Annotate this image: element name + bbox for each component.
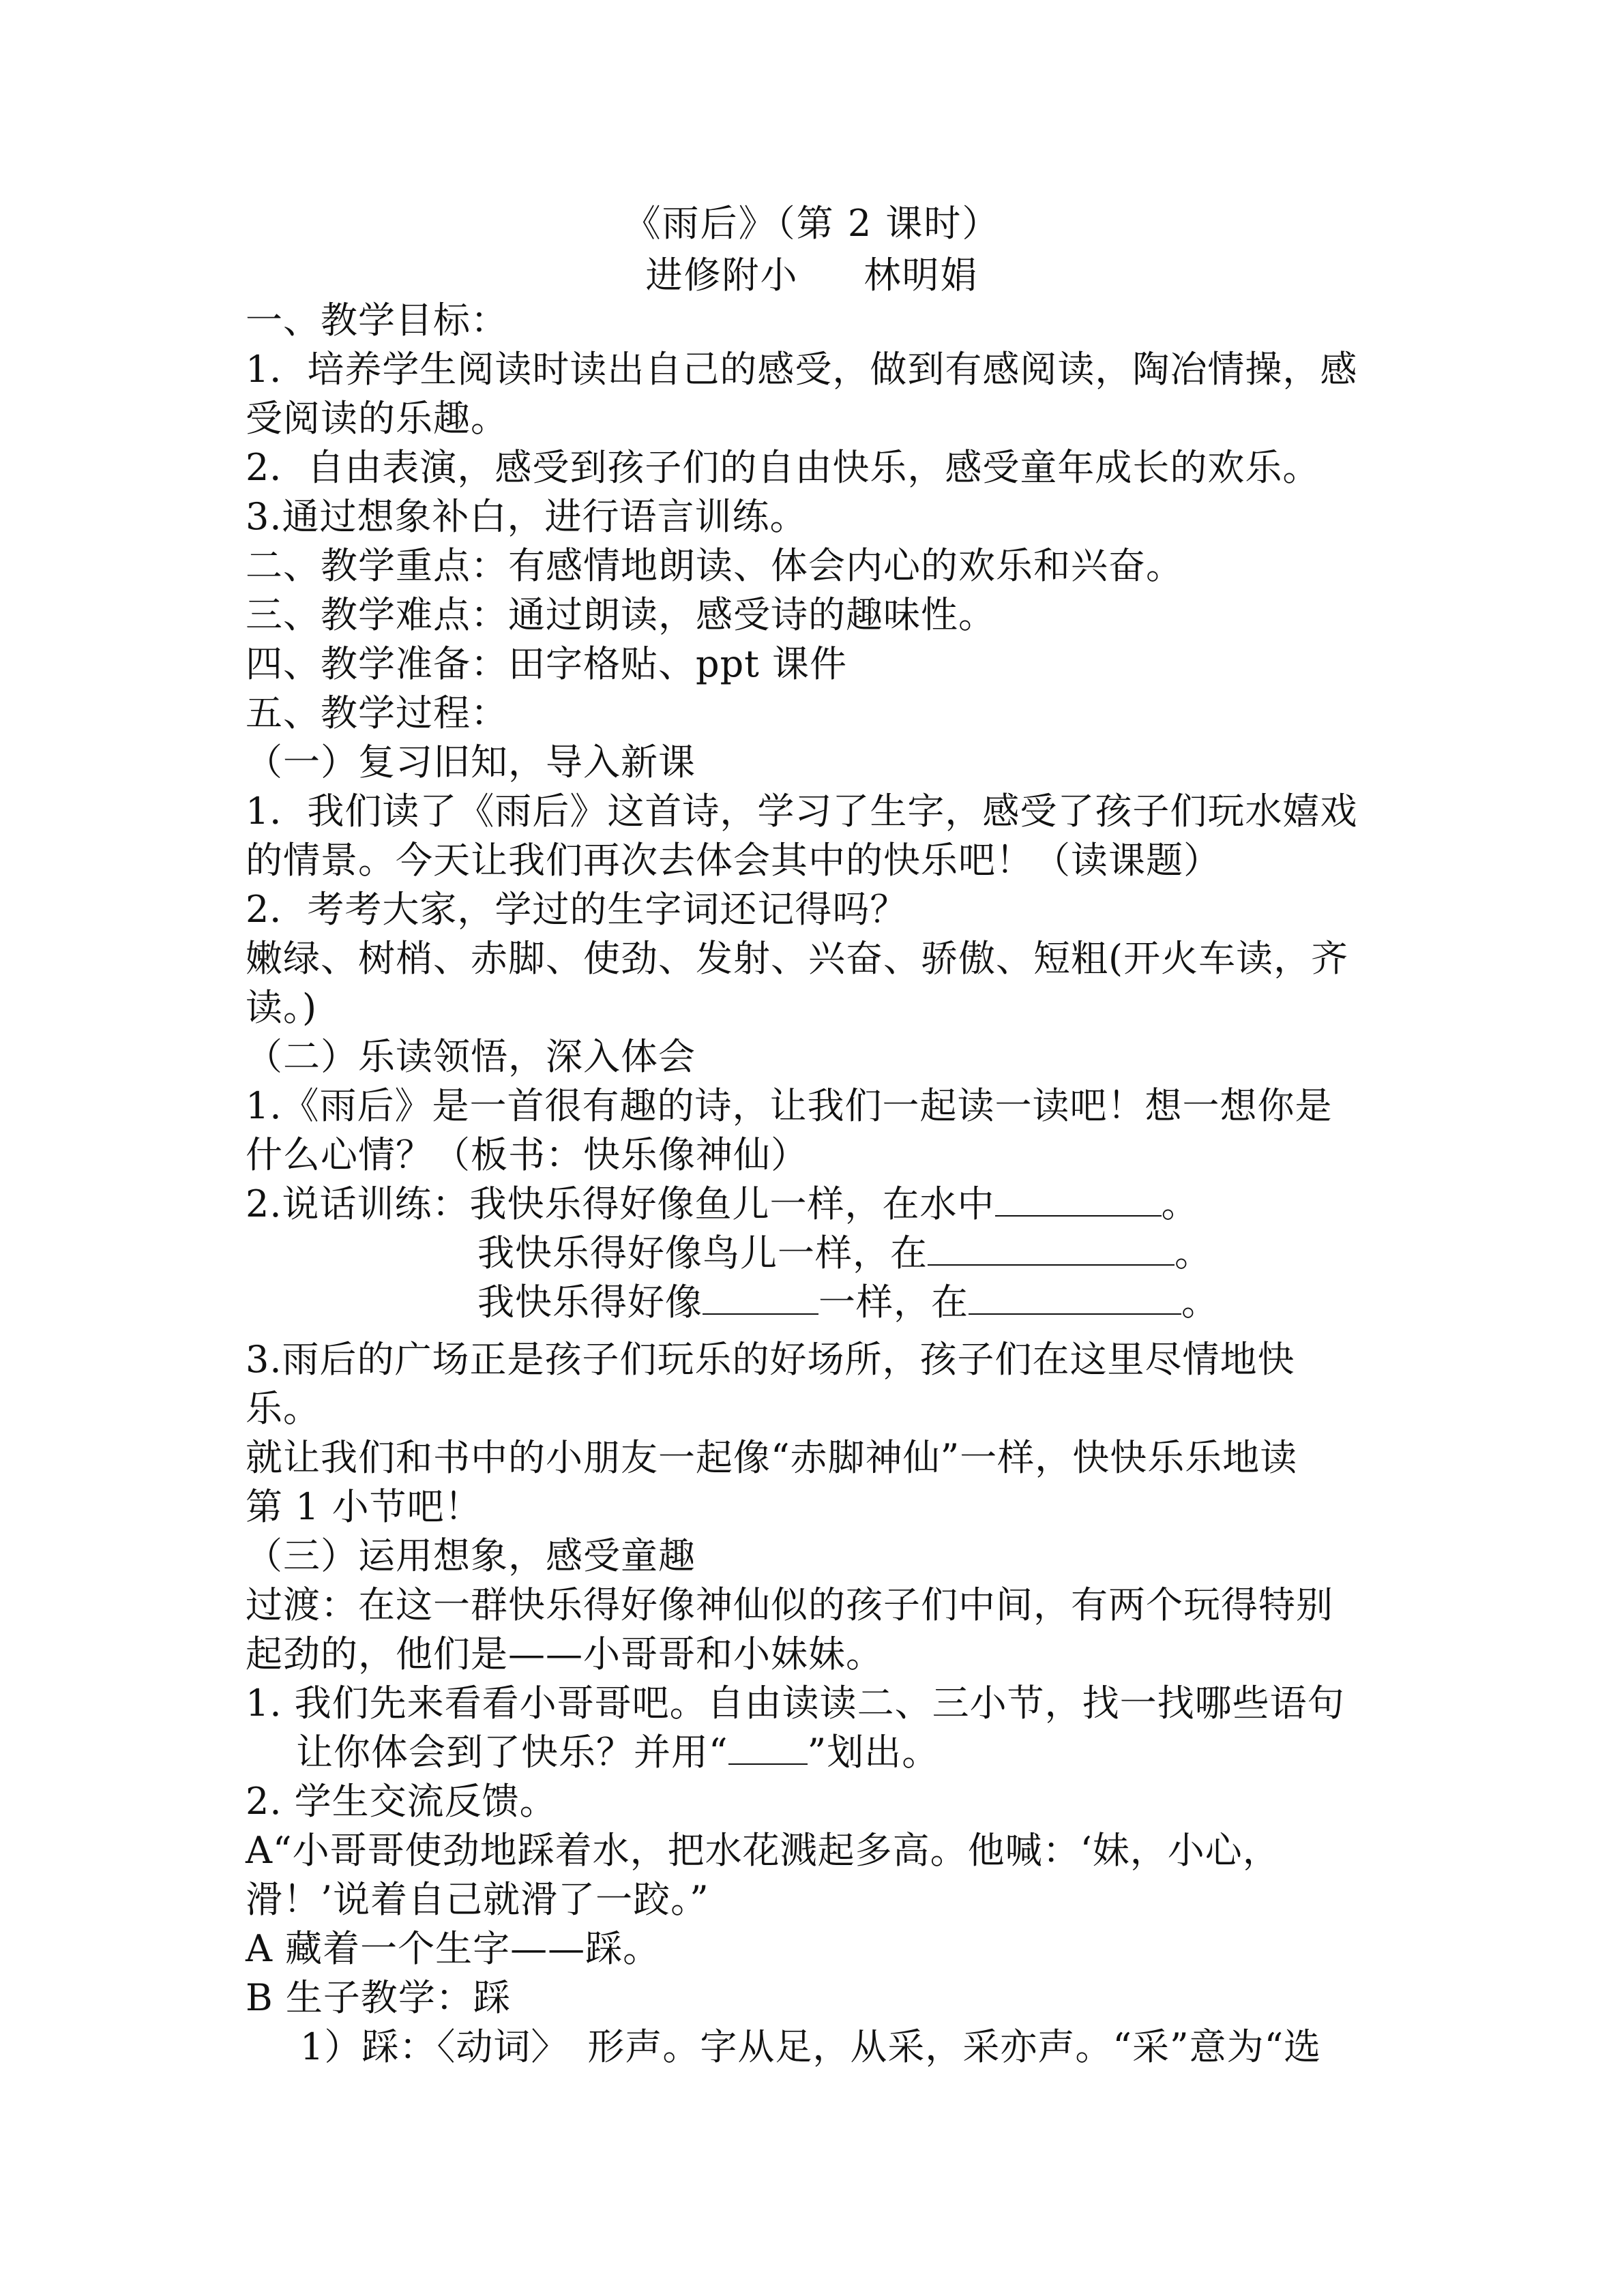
speaking-text: 我快乐得好像: [477, 1281, 703, 1324]
fill-blank: [969, 1278, 1181, 1315]
text-line: 起劲的，他们是——小哥哥和小妹妹。: [246, 1632, 883, 1675]
instruction-text: ”划出。: [807, 1731, 940, 1774]
speaking-text: 2.说话训练：我快乐得好像鱼儿一样，在水中: [246, 1182, 995, 1225]
subheading-reading: （二）乐读领悟，深入体会: [246, 1035, 696, 1078]
text-line: 1．培养学生阅读时读出自己的感受，做到有感阅读，陶冶情操，感: [246, 348, 1358, 391]
heading-difficulties: 三、教学难点：通过朗读，感受诗的趣味性。: [246, 593, 996, 636]
underline-instruction-line: [296, 1728, 1428, 1777]
subheading-review: （一）复习旧知，导入新课: [246, 741, 696, 784]
author-line: [0, 250, 1624, 301]
fill-blank: [928, 1229, 1175, 1266]
text-line: 1. 我们先来看看小哥哥吧。自由读读二、三小节，找一找哪些语句: [246, 1682, 1345, 1725]
text-line: 1）踩：〈动词〉 形声。字从足，从采，采亦声。“采”意为“选: [300, 2025, 1322, 2068]
lesson-title: 《雨后》（第 2 课时）: [623, 202, 1001, 245]
school-name: 进修附小: [645, 254, 799, 297]
text-line: 2. 学生交流反馈。: [246, 1780, 557, 1823]
instruction-text: 让你体会到了快乐？并用“: [296, 1731, 728, 1774]
text-line: A 藏着一个生字——踩。: [246, 1927, 661, 1970]
text-line: 2．考考大家，学过的生字词还记得吗？: [246, 888, 908, 931]
heading-process: 五、教学过程：: [246, 691, 508, 734]
vocabulary-line: 嫩绿、树梢、赤脚、使劲、发射、兴奋、骄傲、短粗(开火车读，齐: [246, 937, 1349, 980]
text-line: 受阅读的乐趣。: [246, 397, 508, 440]
subheading-imagination: （三）运用想象，感受童趣: [246, 1534, 696, 1577]
text-line: 读。): [246, 986, 318, 1029]
speaking-text: 。: [1161, 1182, 1199, 1225]
heading-objectives: 一、教学目标：: [246, 299, 508, 342]
underline-mark: [728, 1728, 808, 1765]
fill-blank: [995, 1180, 1162, 1217]
teacher-name: 林明娟: [863, 254, 979, 297]
text-line: 2．自由表演，感受到孩子们的自由快乐，感受童年成长的欢乐。: [246, 446, 1320, 489]
speaking-line-3: [477, 1278, 1610, 1327]
text-line: 的情景。今天让我们再次去体会其中的快乐吧！（读课题）: [246, 839, 1221, 882]
quote-line: 滑！’说着自己就滑了一跤。”: [246, 1878, 709, 1921]
speaking-line-2: [477, 1229, 1610, 1278]
text-line: 1.《雨后》是一首很有趣的诗，让我们一起读一读吧！想一想你是: [246, 1084, 1333, 1127]
heading-preparation: 四、教学准备：田字格贴、ppt 课件: [246, 642, 847, 685]
text-line: 3.通过想象补白，进行语言训练。: [246, 495, 808, 538]
speaking-line-1: [246, 1180, 1378, 1229]
text-line: 过渡：在这一群快乐得好像神仙似的孩子们中间，有两个玩得特别: [246, 1583, 1333, 1626]
text-line: 乐。: [246, 1387, 321, 1430]
text-line: B 生子教学：踩: [246, 1976, 511, 2019]
speaking-text: 我快乐得好像鸟儿一样，在: [477, 1232, 928, 1274]
text-line: 就让我们和书中的小朋友一起像“赤脚神仙”一样，快快乐乐地读: [246, 1436, 1298, 1479]
heading-key-points: 二、教学重点：有感情地朗读、体会内心的欢乐和兴奋。: [246, 544, 1183, 587]
text-line: 1．我们读了《雨后》这首诗，学习了生字，感受了孩子们玩水嬉戏: [246, 790, 1358, 833]
text-line: 什么心情？（板书：快乐像神仙）: [246, 1133, 808, 1176]
fill-blank: [703, 1278, 818, 1315]
speaking-text: 一样，在: [818, 1281, 969, 1324]
speaking-text: 。: [1175, 1232, 1212, 1274]
speaking-text: 。: [1181, 1281, 1219, 1324]
quote-line: A“小哥哥使劲地踩着水，把水花溅起多高。他喊：‘妹，小心，: [246, 1829, 1280, 1872]
text-line: 3.雨后的广场正是孩子们玩乐的好场所，孩子们在这里尽情地快: [246, 1338, 1295, 1381]
text-line: 第 1 小节吧！: [246, 1485, 482, 1528]
